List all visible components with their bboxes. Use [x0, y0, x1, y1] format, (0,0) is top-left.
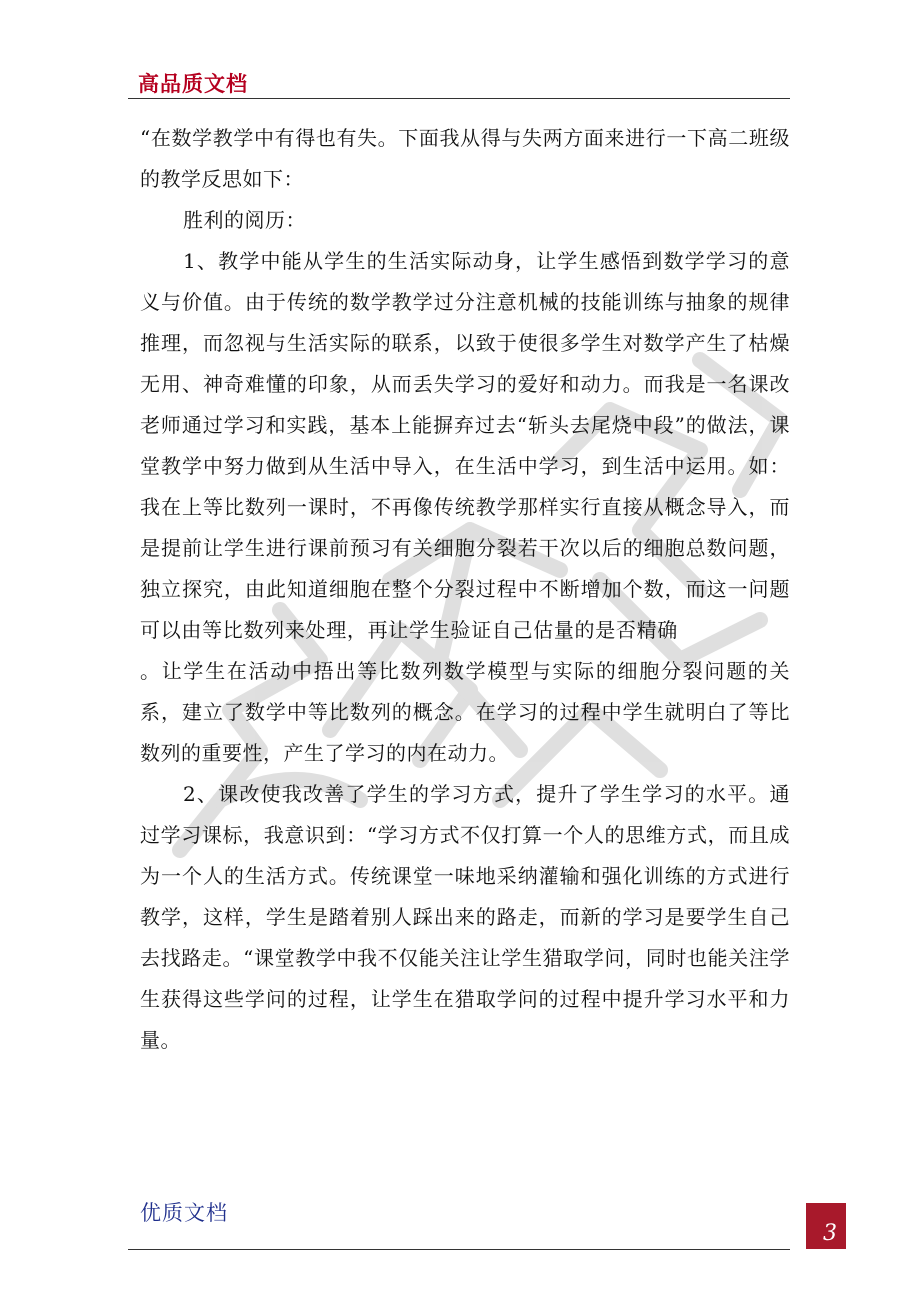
paragraph-intro: “在数学教学中有得也有失。下面我从得与失两方面来进行一下高二班级的教学反思如下： [140, 126, 790, 191]
footer-divider [128, 1249, 790, 1250]
paragraph-point-1 [140, 241, 790, 774]
paragraph-heading: 胜利的阅历： [183, 208, 306, 232]
page-number: 3 [823, 1221, 837, 1246]
header-divider [128, 98, 790, 99]
document-body [140, 118, 790, 1061]
paragraph-point-2: 2、课改使我改善了学生的学习方式，提升了学生学习的水平。通过学习课标，我意识到：“学习方式不仅打算一个人的思维方式，而且成为一个人的生活方式。传统课堂一味地采纳灌输和强化训练的方式进行教学，这样，学生是踏着别人踩出来的路走，而新的学习是要学生自己去找路走。“课堂教学中我不仅能关注让学生猎取学问，同时也能关注学生获得这些学问的过程，让学生在猎取学问的过程中提升学习水平和力量。 [140, 782, 790, 1052]
footer-title: 优质文档 [140, 1201, 228, 1225]
header-title: 高品质文档 [138, 72, 248, 96]
paragraph-point-1-continued: 。让学生在活动中捂出等比数列数学模型与实际的细胞分裂问题的关系，建立了数学中等比数列的概念。在学习的过程中学生就明白了等比数列的重要性，产生了学习的内在动力。 [140, 659, 790, 765]
paragraph-point-1-text: 1、教学中能从学生的生活实际动身，让学生感悟到数学学习的意义与价值。由于传统的数学教学过分注意机械的技能训练与抽象的规律推理，而忽视与生活实际的联系，以致于使很多学生对数学产生了枯燥无用、神奇难懂的印象，从而丢失学习的爱好和动力。而我是一名课改老师通过学习和实践，基本上能摒弃过去“斩头去尾烧中段”的做法，课堂教学中努力做到从生活中导入，在生活中学习，到生活中运用。如：我在上等比数列一课时，不再像传统教学那样实行直接从概念导入，而是提前让学生进行课前预习有关细胞分裂若干次以后的细胞总数问题，独立探究，由此知道细胞在整个分裂过程中不断增加个数，而这一问题可以由等比数列来处理，再让学生验证自己估量的是否精确 [140, 249, 790, 642]
